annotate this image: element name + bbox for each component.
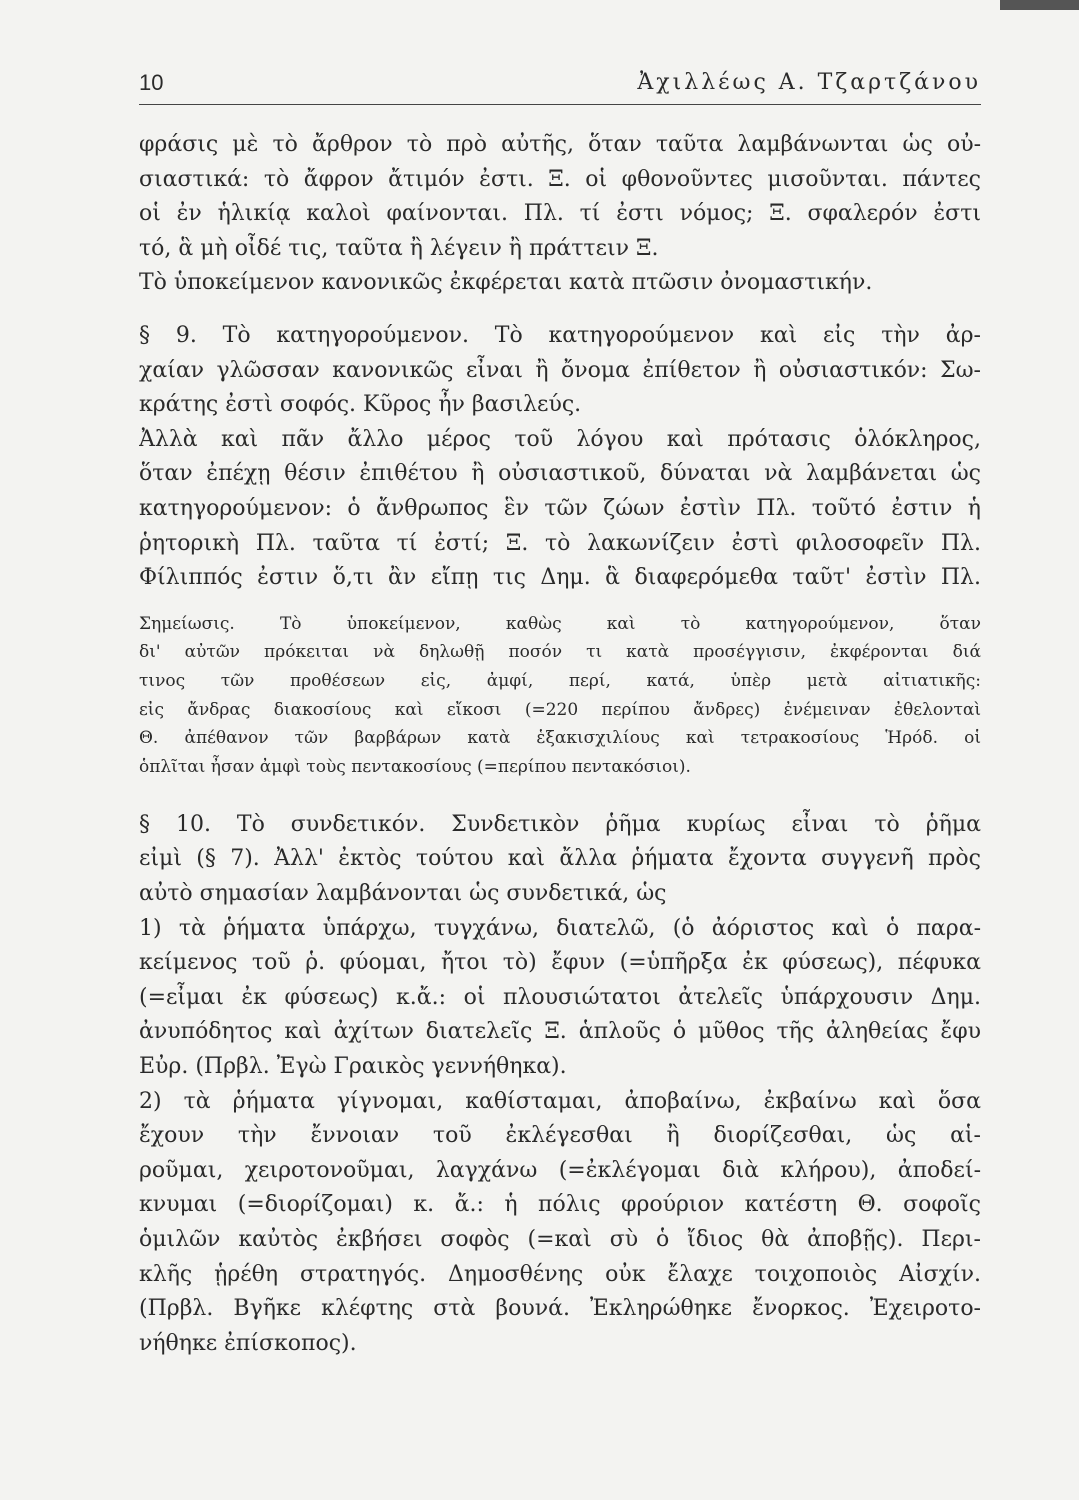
text-line: εἰμὶ (§ 7). Ἀλλ' ἐκτὸς τούτου καὶ ἄλλα ῥήματα ἔχοντα συγγενῆ πρὸς [139,846,981,872]
page-body [139,128,981,1361]
text-line: ὅταν ἐπέχῃ θέσιν ἐπιθέτου ἢ οὐσιαστικοῦ, δύναται νὰ λαμβάνεται ὡς [139,461,981,487]
text-line: ἀνυπόδητος καὶ ἀχίτων διατελεῖς Ξ. ἁπλοῦς ὁ μῦθος τῆς ἀληθείας ἔφυ [139,1019,981,1045]
text-line: Τὸ ὑποκείμενον κανονικῶς ἐκφέρεται κατὰ πτῶσιν ὀνομαστικήν. [139,270,873,296]
section-9 [139,319,981,423]
text-line: Εὐρ. (Πρβλ. Ἐγὼ Γραικὸς γεννήθηκα). [139,1054,567,1079]
paragraph-3 [139,423,981,596]
text-line: (Πρβλ. Βγῆκε κλέφτης στὰ βουνά. Ἐκληρώθηκε ἔνορκος. Ἐχειροτο- [139,1296,981,1322]
text-line: κλῆς ᾑρέθη στρατηγός. Δημοσθένης οὐκ ἔλαχε τοιχοποιὸς Αἰσχίν. [139,1261,981,1287]
text-line: τό, ἃ μὴ οἶδέ τις, ταῦτα ἢ λέγειν ἢ πράττειν Ξ. [139,235,659,261]
text-line: ἔχουν τὴν ἔννοιαν τοῦ ἐκλέγεσθαι ἢ διορίζεσθαι, ὡς αἱ- [139,1123,981,1149]
note-line: δι' αὐτῶν πρόκειται νὰ δηλωθῇ ποσόν τι κατὰ προσέγγισιν, ἐκφέρονται διά [139,642,981,663]
text-line: αὐτὸ σημασίαν λαμβάνονται ὡς συνδετικά, ὡς [139,881,667,907]
text-line: § 9. Τὸ κατηγορούμενον. Τὸ κατηγορούμενον καὶ εἰς τὴν ἀρ- [139,322,981,348]
page-number: 10 [139,70,164,95]
scan-edge-bar [1000,0,1079,10]
text-line: κατηγορούμενον: ὁ ἄνθρωπος ἓν τῶν ζώων ἐστὶν Πλ. τοῦτό ἐστιν ἡ [139,495,981,521]
text-line: § 10. Τὸ συνδετικόν. Συνδετικὸν ῥῆμα κυρίως εἶναι τὸ ῥῆμα [139,811,981,837]
note-line: Σημείωσις. Τὸ ὑποκείμενον, καθὼς καὶ τὸ κατηγορούμενον, ὅταν [139,613,981,634]
text-line: Ἀλλὰ καὶ πᾶν ἄλλο μέρος τοῦ λόγου καὶ πρότασις ὁλόκληρος, [139,426,981,452]
text-line: νήθηκε ἐπίσκοπος). [139,1330,357,1356]
item-2 [139,1085,981,1362]
text-line: 1) τὰ ῥήματα ὑπάρχω, τυγχάνω, διατελῶ, (ὁ ἀόριστος καὶ ὁ παρα- [139,915,981,941]
paragraph-1 [139,128,981,301]
text-line: κνυμαι (=διορίζομαι) κ. ἄ.: ἡ πόλις φρούριον κατέστη Θ. σοφοῖς [139,1192,981,1218]
text-line: ροῦμαι, χειροτονοῦμαι, λαγχάνω (=ἐκλέγομαι διὰ κλήρου), ἀποδεί- [139,1157,981,1183]
item-1 [139,912,981,1085]
text-line: κείμενος τοῦ ῥ. φύομαι, ἤτοι τὸ) ἔφυν (=ὑπῆρξα ἐκ φύσεως), πέφυκα [139,950,981,976]
text-line: ὁμιλῶν καὐτὸς ἐκβήσει σοφὸς (=καὶ σὺ ὁ ἴδιος θὰ ἀποβῇς). Περι- [139,1226,981,1252]
running-title: Ἀχιλλέως Α. Τζαρτζάνου [637,70,981,95]
text-line: Φίλιππός ἐστιν ὅ,τι ἂν εἴπῃ τις Δημ. ἃ διαφερόμεθα ταῦτ' ἐστὶν Πλ. [139,565,981,591]
section-10 [139,808,981,912]
note-line: ὁπλῖται ἦσαν ἀμφὶ τοὺς πεντακοσίους (=περίπου πεντακόσιοι). [139,757,691,778]
text-line: κράτης ἐστὶ σοφός. Κῦρος ἦν βασιλεύς. [139,392,582,418]
text-line: 2) τὰ ῥήματα γίγνομαι, καθίσταμαι, ἀποβαίνω, ἐκβαίνω καὶ ὅσα [139,1088,981,1114]
note-block [139,610,981,782]
note-line: εἰς ἄνδρας διακοσίους καὶ εἴκοσι (=220 περίπου ἄνδρες) ἐνέμειναν ἐθελονταὶ [139,699,981,720]
text-line: φράσις μὲ τὸ ἄρθρον τὸ πρὸ αὐτῆς, ὅταν ταῦτα λαμβάνωνται ὡς οὐ- [139,132,981,157]
text-line: ῥητορικὴ Πλ. ταῦτα τί ἐστί; Ξ. τὸ λακωνίζειν ἐστὶ φιλοσοφεῖν Πλ. [139,530,981,556]
page-header [139,70,981,105]
note-line: Θ. ἀπέθανον τῶν βαρβάρων κατὰ ἑξακισχιλίους καὶ τετρακοσίους Ἡρόδ. οἱ [139,728,981,749]
note-line: τινος τῶν προθέσεων εἰς, ἀμφί, περί, κατά, ὑπὲρ μετὰ αἰτιατικῆς: [139,671,981,692]
text-line: σιαστικά: τὸ ἄφρον ἄτιμόν ἐστι. Ξ. οἱ φθονοῦντες μισοῦνται. πάντες [139,166,981,192]
text-line: οἱ ἐν ἡλικίᾳ καλοὶ φαίνονται. Πλ. τί ἐστι νόμος; Ξ. σφαλερόν ἐστι [139,201,981,227]
text-line: (=εἶμαι ἐκ φύσεως) κ.ἄ.: οἱ πλουσιώτατοι ἀτελεῖς ὑπάρχουσιν Δημ. [139,984,981,1010]
text-line: χαίαν γλῶσσαν κανονικῶς εἶναι ἢ ὄνομα ἐπίθετον ἢ οὐσιαστικόν: Σω- [139,357,981,383]
